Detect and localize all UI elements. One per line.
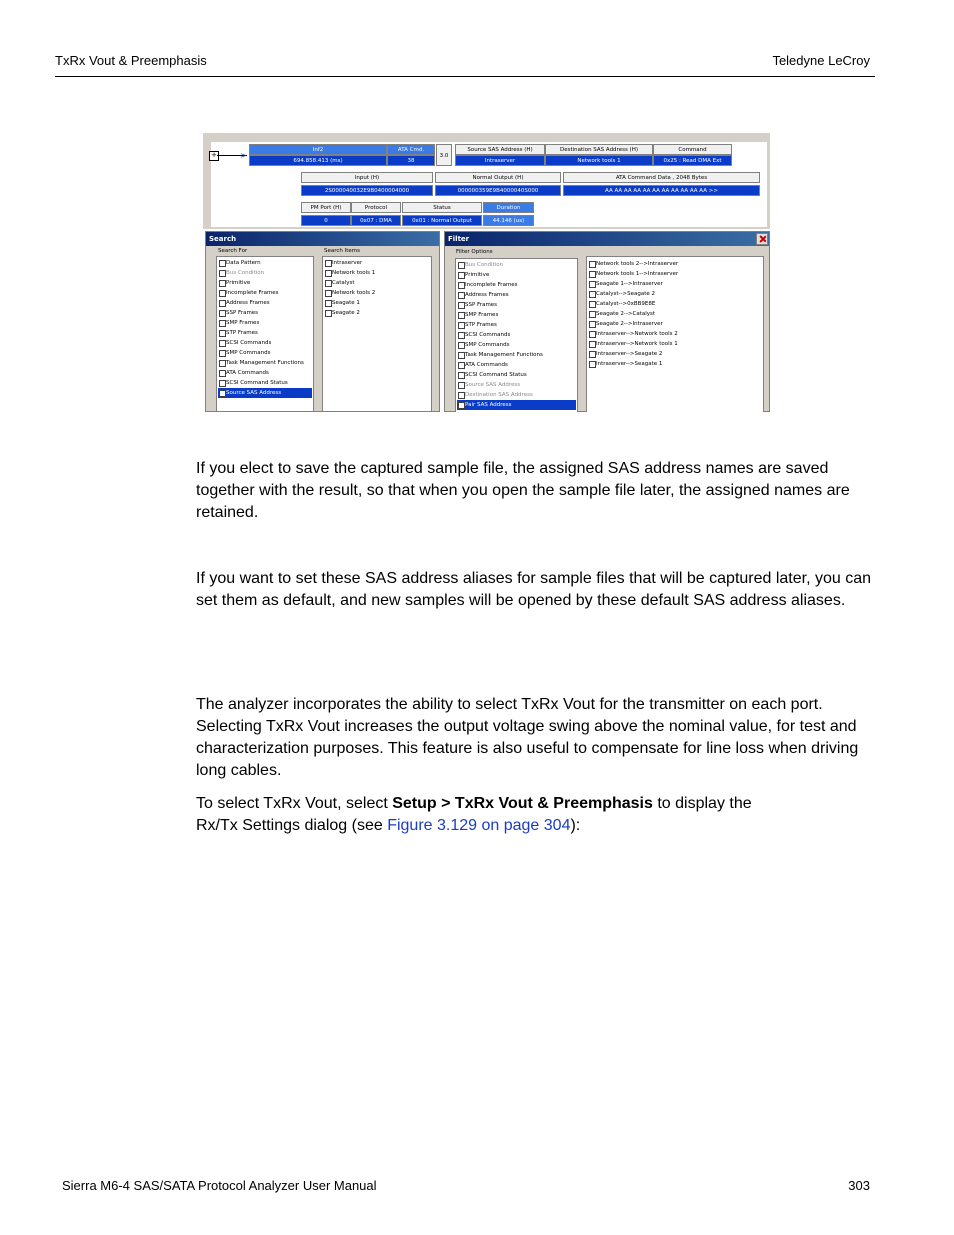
list-item[interactable]: STP Frames — [218, 328, 258, 338]
cell-status-label[interactable]: Status — [402, 202, 482, 213]
list-item[interactable]: Catalyst-->Seagate 2 — [588, 289, 655, 299]
list-item[interactable]: Seagate 2 — [324, 308, 360, 318]
list-item[interactable]: SCSI Commands — [218, 338, 271, 348]
cell-inf[interactable]: Inf2 — [249, 144, 387, 155]
list-item[interactable]: Primitive — [218, 278, 250, 288]
list-item[interactable]: ATA Commands — [218, 368, 269, 378]
list-item[interactable]: SMP Frames — [457, 310, 498, 320]
list-item[interactable]: SMP Commands — [457, 340, 509, 350]
menu-path: Setup > TxRx Vout & Preemphasis — [392, 795, 653, 812]
list-item[interactable]: STP Frames — [457, 320, 497, 330]
list-item[interactable]: Source SAS Address — [457, 380, 520, 390]
list-item[interactable]: Catalyst — [324, 278, 355, 288]
list-item[interactable]: ATA Commands — [457, 360, 508, 370]
cell-duration-value[interactable]: 44.146 (us) — [483, 215, 534, 226]
list-item[interactable]: SMP Commands — [218, 348, 270, 358]
list-item[interactable]: SCSI Command Status — [218, 378, 288, 388]
cell-status-value[interactable]: 0x01 : Normal Output — [402, 215, 482, 226]
list-item[interactable]: Address Frames — [457, 290, 509, 300]
text: To select TxRx Vout, select — [196, 795, 393, 812]
text: Rx/Tx Settings dialog (see — [196, 817, 388, 834]
list-item[interactable]: Destination SAS Address — [457, 390, 533, 400]
cell-ata-value[interactable]: 38 — [387, 155, 435, 166]
list-item[interactable]: Intraserver-->Network tools 2 — [588, 329, 678, 339]
figure-link[interactable]: Figure 3.129 on page 304 — [387, 817, 571, 834]
filter-pairs-list[interactable] — [586, 256, 764, 412]
list-item[interactable]: Intraserver-->Network tools 1 — [588, 339, 678, 349]
cell-ata-data-value[interactable]: AA AA AA AA AA AA AA AA AA AA AA >> — [563, 185, 760, 196]
screenshot-figure — [203, 133, 770, 412]
list-item[interactable]: Incomplete Frames — [457, 280, 518, 290]
cell-dst-value[interactable]: Network tools 1 — [545, 155, 653, 166]
filter-options-list[interactable] — [455, 258, 578, 412]
cell-time[interactable]: 694.858.413 (ms) — [249, 155, 387, 166]
list-item[interactable]: Seagate 2-->Intraserver — [588, 319, 663, 329]
expand-icon[interactable]: + — [209, 151, 219, 161]
list-item[interactable]: Intraserver-->Seagate 1 — [588, 359, 662, 369]
page-footer-left: Sierra M6-4 SAS/SATA Protocol Analyzer User Manual — [62, 1178, 377, 1193]
arrow-icon: > — [240, 151, 247, 160]
cell-command-label[interactable]: Command — [653, 144, 732, 155]
list-item[interactable]: Seagate 1 — [324, 298, 360, 308]
list-item[interactable]: Intraserver-->Seagate 2 — [588, 349, 662, 359]
list-item[interactable]: SMP Frames — [218, 318, 259, 328]
header-rule — [55, 76, 875, 77]
page-header-left: TxRx Vout & Preemphasis — [55, 53, 207, 68]
list-item[interactable]: Seagate 1-->Intraserver — [588, 279, 663, 289]
cell-pm-port-value[interactable]: 0 — [301, 215, 351, 226]
list-item[interactable]: Task Management Functions — [218, 358, 304, 368]
cell-protocol-value[interactable]: 0x07 : DMA — [351, 215, 401, 226]
cell-ata-data-label[interactable]: ATA Command Data , 2048 Bytes — [563, 172, 760, 183]
cell-pm-port-label[interactable]: PM Port (H) — [301, 202, 351, 213]
cell-ata-cmd[interactable]: ATA Cmd. — [387, 144, 435, 155]
list-item[interactable]: Bus Condition — [218, 268, 264, 278]
cell-dst-label[interactable]: Destination SAS Address (H) — [545, 144, 653, 155]
list-item[interactable]: Intraserver — [324, 258, 362, 268]
list-item[interactable]: Data Pattern — [218, 258, 261, 268]
paragraph: If you elect to save the captured sample file, the assigned SAS address names are saved together with the result, so that when you open the sample file later, the assigned names are retained. — [196, 460, 850, 521]
cell-src-value[interactable]: Intraserver — [455, 155, 545, 166]
list-item[interactable]: Network tools 2 — [324, 288, 375, 298]
cell-command-value[interactable]: 0x25 : Read DMA Ext — [653, 155, 732, 166]
list-item[interactable]: Address Frames — [218, 298, 270, 308]
list-item[interactable]: Primitive — [457, 270, 489, 280]
cell-output-value[interactable]: 000000359E9B4000040S000 — [435, 185, 561, 196]
search-dialog — [205, 231, 440, 412]
list-item[interactable]: SSP Frames — [457, 300, 497, 310]
list-item-selected[interactable]: Pair SAS Address — [457, 400, 576, 410]
filter-dialog — [444, 231, 770, 412]
search-for-label: Search For — [218, 248, 248, 254]
list-item[interactable]: Network tools 2-->Intraserver — [588, 259, 678, 269]
text: ): — [570, 817, 581, 834]
list-item[interactable]: Network tools 1 — [324, 268, 375, 278]
list-item[interactable]: SCSI Commands — [457, 330, 510, 340]
search-items-label: Search Items — [324, 248, 361, 254]
page-header-right: Teledyne LeCroy — [772, 53, 870, 68]
list-item[interactable]: SSP Frames — [218, 308, 258, 318]
cell-output-label[interactable]: Normal Output (H) — [435, 172, 561, 183]
list-item[interactable]: Seagate 2-->Catalyst — [588, 309, 655, 319]
list-item-selected[interactable]: Source SAS Address — [218, 388, 312, 398]
list-item[interactable]: Incomplete Frames — [218, 288, 279, 298]
page-number: 303 — [848, 1178, 870, 1193]
list-item[interactable]: Bus Condition — [457, 260, 503, 270]
search-for-list[interactable] — [216, 256, 314, 412]
cell-protocol-label[interactable]: Protocol — [351, 202, 401, 213]
cell-input-value[interactable]: 2S000040032E9B0400004000 — [301, 185, 433, 196]
paragraph — [196, 793, 876, 837]
filter-options-label: Filter Options — [456, 249, 493, 255]
cell-src-label[interactable]: Source SAS Address (H) — [455, 144, 545, 155]
list-item[interactable]: Task Management Functions — [457, 350, 543, 360]
search-items-list[interactable] — [322, 256, 432, 412]
filter-dialog-title: Filter — [445, 232, 769, 246]
cell-input-label[interactable]: Input (H) — [301, 172, 433, 183]
paragraph: The analyzer incorporates the ability to select TxRx Vout for the transmitter on each port. Selecting TxRx Vout increases the output voltage swing above the nominal value, for test and characterization purposes. This feature is also useful to compensate for line loss when driving long cables. — [196, 696, 859, 779]
list-item[interactable]: SCSI Command Status — [457, 370, 527, 380]
cell-duration-label[interactable]: Duration — [483, 202, 534, 213]
paragraph: If you want to set these SAS address aliases for sample files that will be captured later, you can set them as default, and new samples will be opened by these default SAS address aliases. — [196, 570, 872, 609]
list-item[interactable]: Catalyst-->0xBB9E8E — [588, 299, 655, 309]
search-dialog-title: Search — [206, 232, 439, 246]
list-item[interactable]: Network tools 1-->Intraserver — [588, 269, 678, 279]
cell-rate[interactable]: 3.0 — [436, 144, 452, 166]
text: to display the — [652, 795, 752, 812]
close-icon[interactable] — [756, 233, 768, 245]
